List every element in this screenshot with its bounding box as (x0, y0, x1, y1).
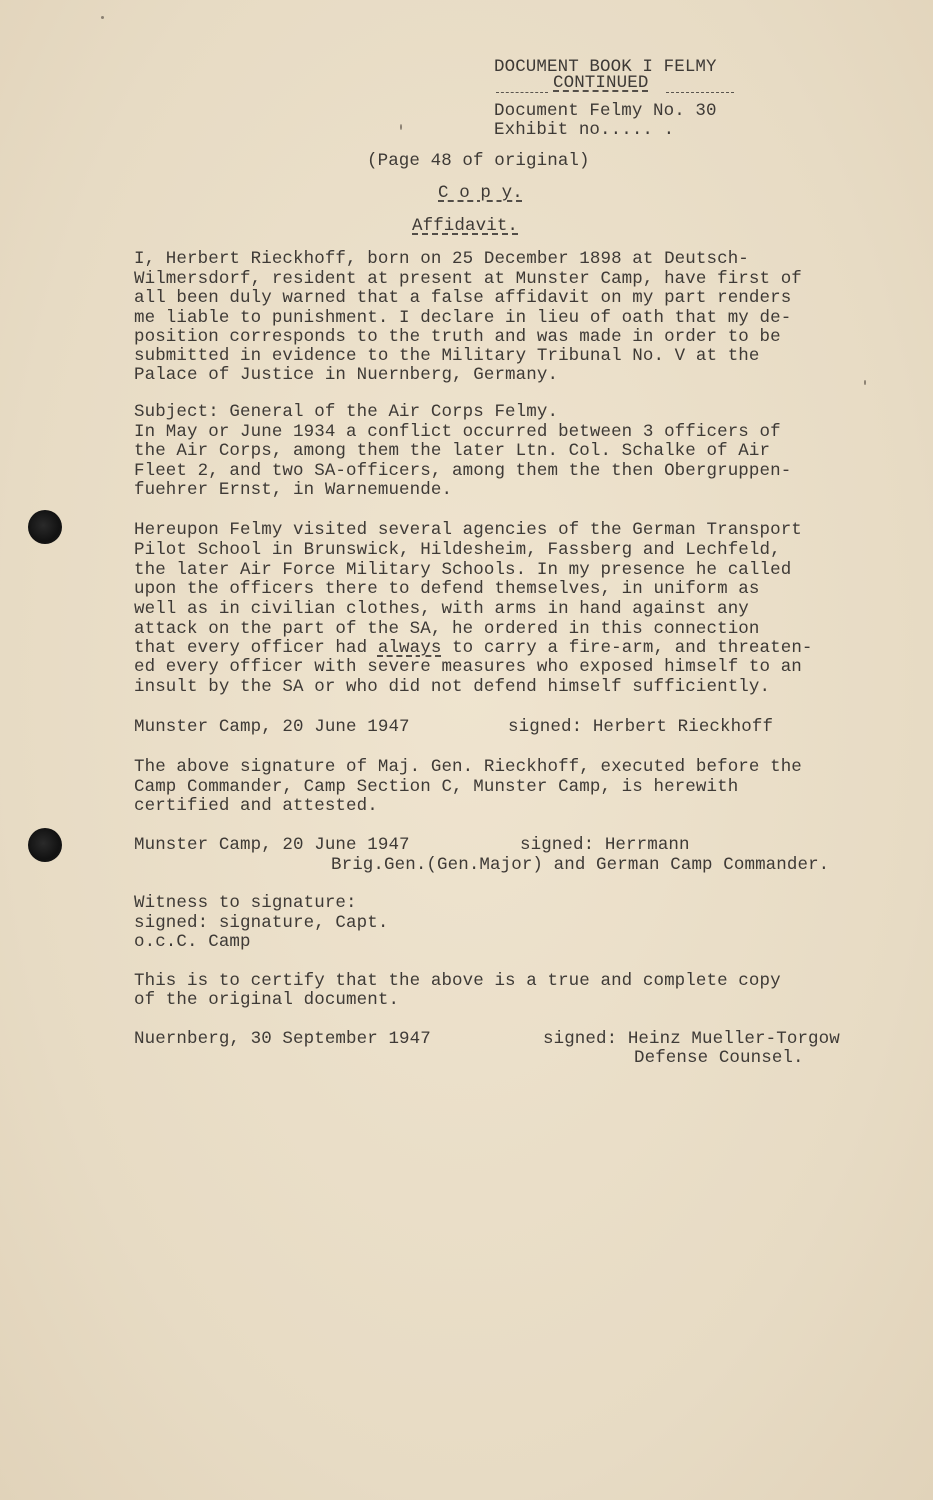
text-line: me liable to punishment. I declare in lieu of oath that my de- (134, 308, 792, 328)
text-line: signed: signature, Capt. (134, 913, 389, 933)
text-line: Camp Commander, Camp Section C, Munster Camp, is herewith (134, 777, 739, 797)
text-line: o.c.C. Camp (134, 932, 251, 952)
text-line: I, Herbert Rieckhoff, born on 25 December 1898 at Deutsch- (134, 249, 749, 269)
text-line: of the original document. (134, 990, 400, 1010)
punch-hole-top (28, 510, 62, 544)
text-line: well as in civilian clothes, with arms in hand against any (134, 599, 749, 619)
text-line: insult by the SA or who did not defend himself sufficiently. (134, 677, 771, 697)
text-line: certified and attested. (134, 796, 378, 816)
text-line: This is to certify that the above is a true and complete copy (134, 971, 781, 991)
text-line: Hereupon Felmy visited several agencies of the German Transport (134, 520, 802, 540)
paper-speck (400, 124, 402, 130)
header-exhibit: Exhibit no..... . (494, 120, 675, 140)
header-doc-number: Document Felmy No. 30 (494, 101, 717, 121)
text-line: Fleet 2, and two SA-officers, among them the then Obergruppen- (134, 461, 792, 481)
sig1-place-date: Munster Camp, 20 June 1947 (134, 717, 410, 737)
sig2-place-date: Munster Camp, 20 June 1947 (134, 835, 410, 855)
text-line: ed every officer with severe measures who exposed himself to an (134, 657, 802, 677)
sig3-place-date: Nuernberg, 30 September 1947 (134, 1029, 431, 1049)
header-book-line: DOCUMENT BOOK I FELMY (494, 57, 717, 77)
text-line: upon the officers there to defend themselves, in uniform as (134, 579, 760, 599)
sig3-title: Defense Counsel. (634, 1048, 804, 1068)
text-line: In May or June 1934 a conflict occurred between 3 officers of (134, 422, 781, 442)
sig3-signed: signed: Heinz Mueller-Torgow (543, 1029, 840, 1049)
always-suffix: to carry a fire-arm, and threaten- (441, 638, 813, 658)
always-emphasis: always (377, 638, 442, 658)
affidavit-title: Affidavit. (412, 216, 519, 236)
header-dash-left (496, 92, 548, 93)
punch-hole-bottom (28, 828, 62, 862)
paper-speck (864, 380, 866, 385)
header-dash-right (666, 92, 734, 93)
text-line: the Air Corps, among them the later Ltn. Col. Schalke of Air (134, 441, 771, 461)
text-line: Subject: General of the Air Corps Felmy. (134, 402, 559, 422)
text-line: position corresponds to the truth and was made in order to be (134, 327, 781, 347)
text-line: submitted in evidence to the Military Tribunal No. V at the (134, 346, 760, 366)
text-line: Witness to signature: (134, 893, 357, 913)
paper-speck (101, 16, 104, 19)
sig1-signed: signed: Herbert Rieckhoff (508, 717, 774, 737)
text-line: The above signature of Maj. Gen. Rieckhoff, executed before the (134, 757, 802, 777)
text-line-always (134, 639, 813, 659)
text-line: the later Air Force Military Schools. In my presence he called (134, 560, 792, 580)
header-continued: CONTINUED (553, 73, 649, 93)
page-reference: (Page 48 of original) (367, 151, 590, 171)
always-prefix: that every officer had (134, 638, 378, 658)
text-line: Palace of Justice in Nuernberg, Germany. (134, 365, 559, 385)
sig2-title: Brig.Gen.(Gen.Major) and German Camp Commander. (331, 855, 830, 875)
text-line: Pilot School in Brunswick, Hildesheim, Fassberg and Lechfeld, (134, 540, 781, 560)
text-line: attack on the part of the SA, he ordered in this connection (134, 619, 760, 639)
sig2-signed: signed: Herrmann (520, 835, 690, 855)
copy-title: C o p y. (438, 183, 523, 203)
text-line: fuehrer Ernst, in Warnemuende. (134, 480, 453, 500)
text-line: Wilmersdorf, resident at present at Munster Camp, have first of (134, 269, 802, 289)
text-line: all been duly warned that a false affidavit on my part renders (134, 288, 792, 308)
